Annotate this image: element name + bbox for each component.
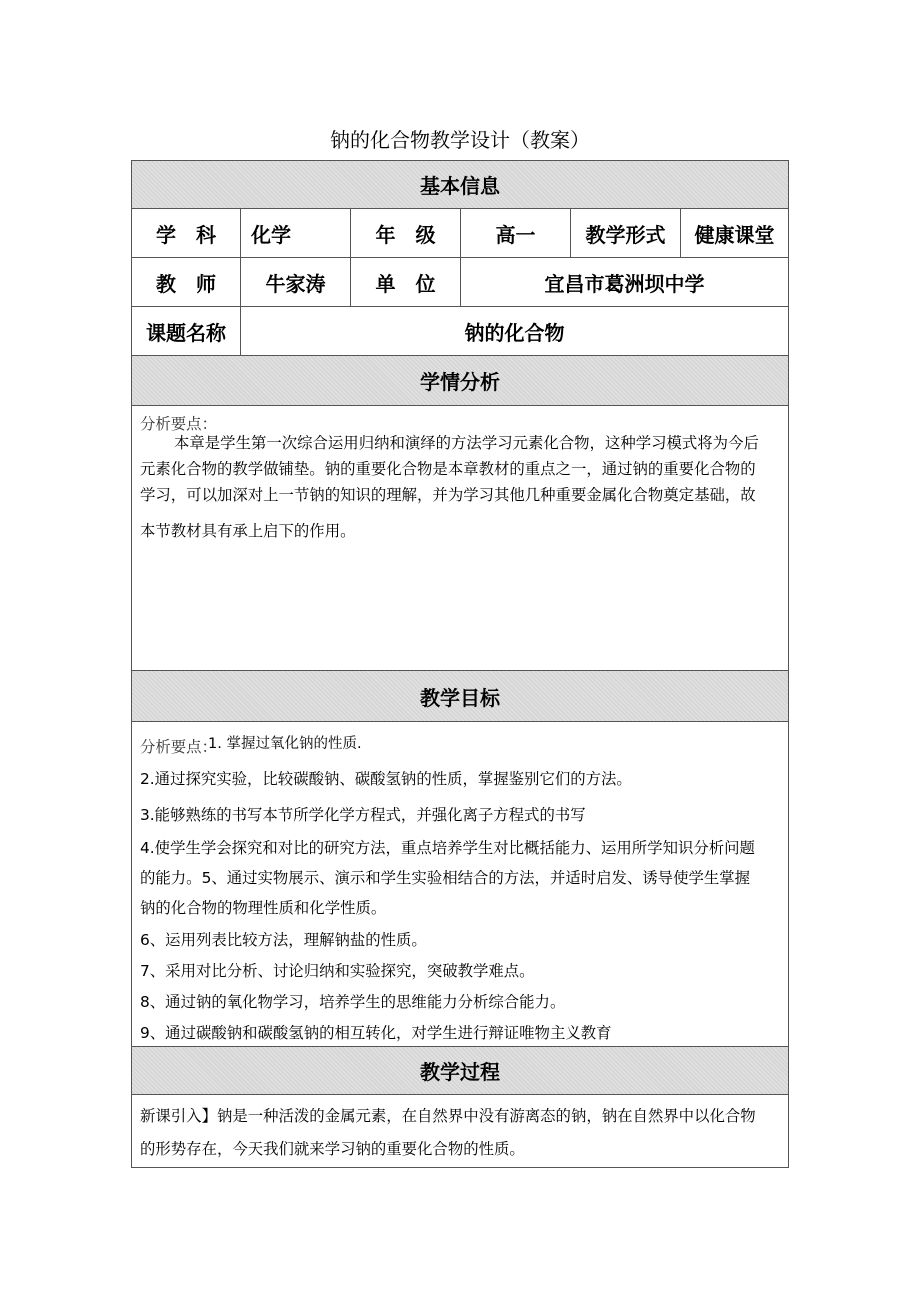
teacher-value: 牛家涛 (240, 257, 351, 307)
analysis-line: 元素化合物的教学做铺垫。钠的重要化合物是本章教材的重点之一，通过钠的重要化合物的 (140, 460, 756, 478)
goals-header: 教学目标 (131, 670, 789, 722)
process-line: 新课引入】钠是一种活泼的金属元素，在自然界中没有游离态的钠，钠在自然界中以化合物 (140, 1107, 756, 1125)
process-header: 教学过程 (131, 1046, 789, 1095)
subject-value: 化学 (240, 208, 351, 258)
form-label: 教学形式 (570, 208, 681, 258)
subject-label: 学 科 (131, 208, 241, 258)
form-value: 健康课堂 (680, 208, 789, 258)
grade-value: 高一 (460, 208, 571, 258)
document-title: 钠的化合物教学设计（教案） (330, 128, 590, 152)
goal-line: 7、采用对比分析、讨论归纳和实验探究，突破教学难点。 (140, 962, 535, 980)
analysis-line: 本节教材具有承上启下的作用。 (140, 522, 356, 540)
topic-value: 钠的化合物 (240, 306, 789, 356)
goal-line: 2.通过探究实验，比较碳酸钠、碳酸氢钠的性质，掌握鉴别它们的方法。 (140, 770, 632, 788)
analysis-key-label: 分析要点： (140, 415, 217, 433)
topic-label: 课题名称 (131, 306, 241, 356)
goal-line: 8、通过钠的氧化物学习，培养学生的思维能力分析综合能力。 (140, 993, 566, 1011)
analysis-line: 本章是学生第一次综合运用归纳和演绎的方法学习元素化合物，这种学习模式将为今后 (174, 434, 759, 452)
analysis-header: 学情分析 (131, 355, 789, 406)
process-line: 的形势存在，今天我们就来学习钠的重要化合物的性质。 (140, 1140, 525, 1158)
goal-line: 1. 掌握过氧化钠的性质. (208, 736, 362, 752)
goal-line: 9、通过碳酸钠和碳酸氢钠的相互转化，对学生进行辩证唯物主义教育 (140, 1024, 612, 1042)
unit-value: 宜昌市葛洲坝中学 (460, 257, 789, 307)
analysis-line: 学习，可以加深对上一节钠的知识的理解，并为学习其他几种重要金属化合物奠定基础，故 (140, 486, 756, 504)
goal-line: 钠的化合物的物理性质和化学性质。 (140, 899, 387, 917)
goal-line: 6、运用列表比较方法，理解钠盐的性质。 (140, 931, 427, 949)
teacher-label: 教 师 (131, 257, 241, 307)
goals-key-label: 分析要点： (140, 738, 217, 756)
grade-label: 年 级 (350, 208, 461, 258)
goal-line: 4.使学生学会探究和对比的研究方法，重点培养学生对比概括能力、运用所学知识分析问题 (140, 839, 755, 857)
unit-label: 单 位 (350, 257, 461, 307)
process-content (131, 1094, 789, 1168)
analysis-content (131, 405, 789, 671)
goal-line: 的能力。5、通过实物展示、演示和学生实验相结合的方法，并适时启发、诱导使学生掌握 (140, 869, 751, 887)
goal-line: 3.能够熟练的书写本节所学化学方程式，并强化离子方程式的书写 (140, 806, 586, 824)
basic-info-header: 基本信息 (131, 160, 789, 209)
goals-content (131, 721, 789, 1047)
